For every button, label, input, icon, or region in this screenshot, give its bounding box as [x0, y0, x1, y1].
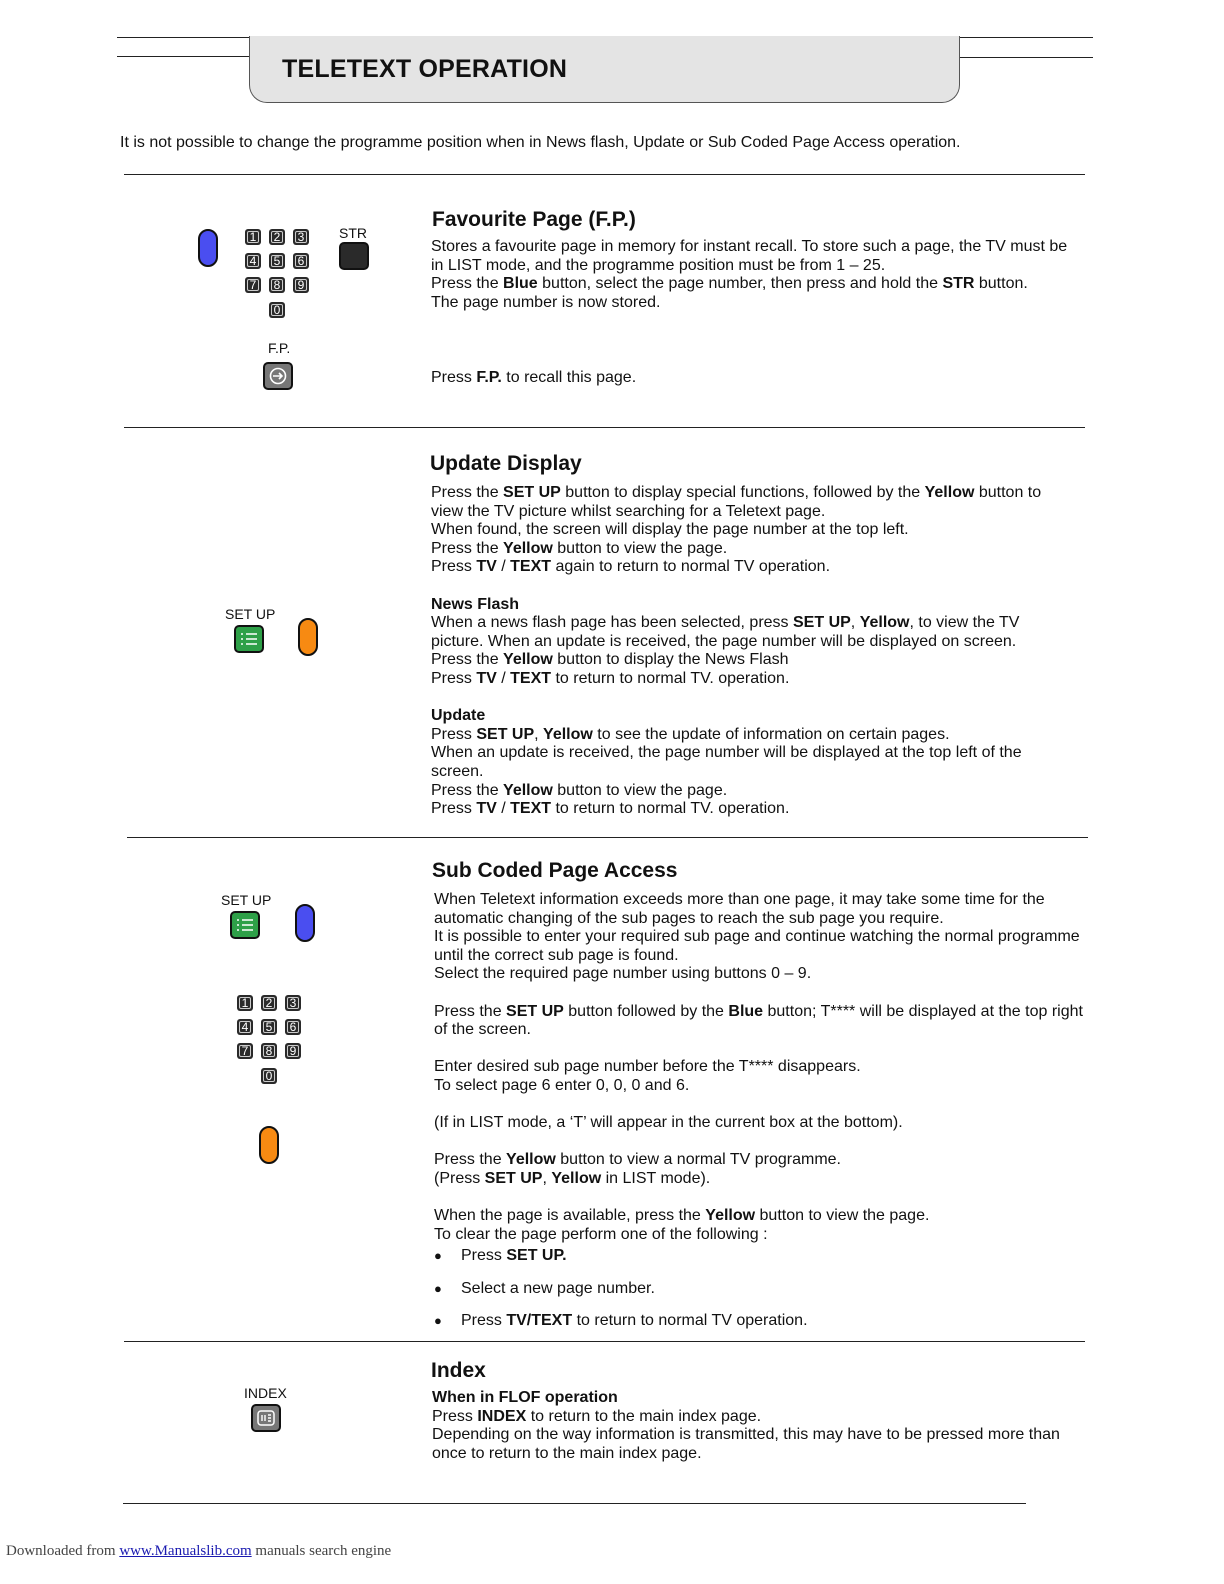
key-9-icon: 9 [285, 1043, 301, 1059]
key-8-icon: 8 [269, 277, 285, 293]
header-rule-right-top [960, 37, 1093, 38]
manualslib-link[interactable]: www.Manualslib.com [119, 1543, 252, 1559]
header-rule-left-top [117, 37, 249, 38]
update-subtitle: Update [431, 707, 486, 725]
blue-button-icon [295, 904, 315, 942]
section-divider [124, 174, 1085, 175]
update-display-body: Press the SET UP button to display special functions, followed by the Yellow button to view the TV picture whilst searching for a Teletext page. When found, the screen will display the page number at the top left. Press the Yellow button to view the page. Press TV / TEXT again to return to normal TV operation. News Flash When a news flash page has been selected, press SET UP, Yellow, to view the TV picture. When an update is received, the page number will be displayed on screen. Press the Yellow button to display the News Flash Press TV / TEXT to return to normal TV. operation. Update Press SET UP, Yellow to see the update of information on certain pages. When an update is received, the page number will be displayed at the top left of the screen. Press the Yellow button to view the page. Press TV / TEXT to return to normal TV. operation. [431, 484, 1042, 818]
section-divider [124, 1341, 1085, 1342]
key-7-icon: 7 [237, 1043, 253, 1059]
fp-label: F.P. [268, 340, 291, 356]
list-item: ● Press TV/TEXT to return to normal TV operation. [434, 1312, 1084, 1345]
footer: Downloaded from www.Manualslib.com manuals search engine [6, 1543, 392, 1559]
key-8-icon: 8 [261, 1043, 277, 1059]
str-button-icon [339, 242, 369, 270]
list-item: ● Press SET UP. [434, 1247, 1084, 1280]
key-5-icon: 5 [261, 1019, 277, 1035]
key-2-icon: 2 [261, 995, 277, 1011]
header-rule-right [960, 57, 1093, 58]
key-2-icon: 2 [269, 229, 285, 245]
section-divider [127, 837, 1088, 838]
page-title: TELETEXT OPERATION [282, 55, 568, 83]
setup-button-icon [234, 625, 264, 653]
key-6-icon: 6 [293, 253, 309, 269]
key-3-icon: 3 [285, 995, 301, 1011]
blue-button-icon [198, 229, 218, 267]
key-1-icon: 1 [245, 229, 261, 245]
key-9-icon: 9 [293, 277, 309, 293]
key-0-icon: 0 [269, 302, 285, 318]
setup-button-icon [230, 911, 260, 939]
key-6-icon: 6 [285, 1019, 301, 1035]
favourite-recall-text: Press F.P. to recall this page. [431, 369, 637, 386]
key-4-icon: 4 [245, 253, 261, 269]
key-1-icon: 1 [237, 995, 253, 1011]
list-item: ● Select a new page number. [434, 1280, 1084, 1313]
key-0-icon: 0 [261, 1068, 277, 1084]
clear-page-options [434, 1247, 1084, 1345]
index-label: INDEX [244, 1385, 287, 1401]
favourite-page-title: Favourite Page (F.P.) [432, 208, 636, 231]
news-flash-subtitle: News Flash [431, 595, 520, 613]
footer-rule [123, 1503, 1026, 1504]
page-title-tab [249, 36, 960, 103]
sub-coded-page-body: When Teletext information exceeds more than one page, it may take some time for the automatic changing of the sub pages to reach the sub page you require. It is possible to enter your required sub page and continue watching the normal programme until the correct sub page is found. Select the required page number using buttons 0 – 9. Press the SET UP button followed by the Blue button; T**** will be displayed at the top right of the screen. Enter desired sub page number before the T**** disappears. To select page 6 enter 0, 0, 0 and 6. (If in LIST mode, a ‘T’ will appear in the current box at the bottom). Press the Yellow button to view a normal TV programme. (Press SET UP, Yellow in LIST mode). When the page is available, press the Yellow button to view the page. To clear the page perform one of the following : ● Press SET UP. ● Select a new page number. ● Press TV/TEXT to return to normal TV operation. [434, 891, 1084, 1345]
favourite-page-body: Stores a favourite page in memory for instant recall. To store such a page, the TV must be in LIST mode, and the programme position must be from 1 – 25. Press the Blue button, select the page number, then press and hold the STR button. The page number is now stored. [431, 238, 1068, 311]
update-display-title: Update Display [430, 452, 582, 475]
intro-text: It is not possible to change the programme position when in News flash, Update or Sub Coded Page Access operation. [120, 134, 961, 151]
yellow-button-icon [259, 1126, 279, 1164]
header-rule-left [117, 56, 249, 57]
key-5-icon: 5 [269, 253, 285, 269]
section-divider [124, 427, 1085, 428]
index-title: Index [431, 1359, 486, 1382]
index-button-icon [251, 1404, 281, 1432]
index-body: When in FLOF operation Press INDEX to return to the main index page. Depending on the way information is transmitted, this may have to be pressed more than once to return to the main index page. [432, 1389, 1060, 1462]
setup-label: SET UP [221, 892, 272, 908]
fp-button-icon [263, 362, 293, 390]
sub-coded-page-title: Sub Coded Page Access [432, 859, 678, 882]
key-7-icon: 7 [245, 277, 261, 293]
setup-label: SET UP [225, 606, 276, 622]
yellow-button-icon [298, 618, 318, 656]
key-4-icon: 4 [237, 1019, 253, 1035]
key-3-icon: 3 [293, 229, 309, 245]
str-label: STR [339, 225, 367, 241]
